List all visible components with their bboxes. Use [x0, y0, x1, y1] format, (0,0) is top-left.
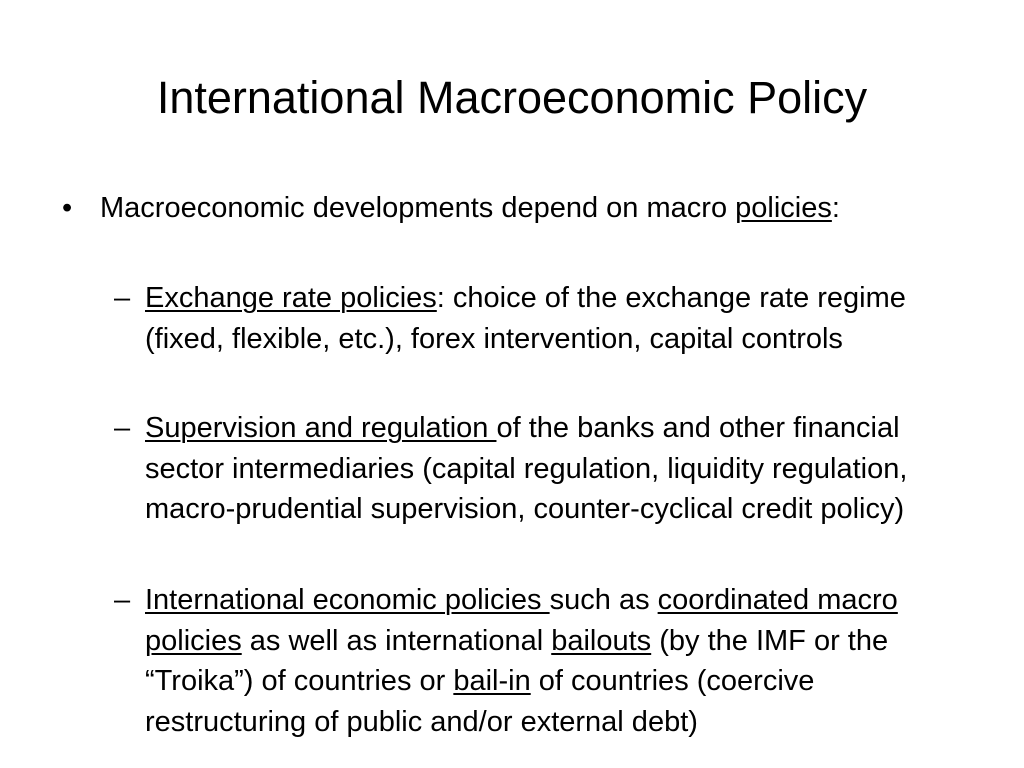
international-text-3: (by the IMF or the “Troika”) of countries or: [145, 624, 889, 697]
international-text-1: such as: [549, 584, 658, 616]
exchange-rate-description: : choice of the exchange rate regime (fixed, flexible, etc.), forex intervention, capital controls: [145, 282, 906, 355]
sub-bullet-text: [145, 580, 957, 742]
coordinated-macro-policies-underlined: coordinated macro policies: [145, 584, 898, 657]
bailouts-underlined: bailouts: [551, 624, 652, 657]
bullet-main-text-colon: :: [831, 192, 840, 224]
policies-underlined: policies: [735, 192, 832, 224]
sub-bullet-marker: –: [114, 282, 131, 314]
bullet-main-text: [100, 188, 920, 228]
bullet-marker: •: [62, 192, 73, 224]
slide-title: International Macroeconomic Policy: [156, 72, 868, 123]
supervision-description: of the banks and other financial sector intermediaries (capital regulation, liquidity regulation, macro-prudential supervision, counter-cyclical credit policy): [145, 412, 908, 525]
bail-in-underlined: bail-in: [453, 665, 531, 697]
sub-bullet-text: [145, 408, 957, 530]
sub-bullet-marker: –: [114, 584, 131, 616]
supervision-regulation-underlined: Supervision and regulation: [145, 412, 497, 444]
international-policies-underlined: International economic policies: [145, 584, 550, 616]
exchange-rate-policies-underlined: Exchange rate policies: [145, 282, 437, 314]
international-text-2: as well as international: [241, 624, 552, 657]
bullet-main-text-lead: Macroeconomic developments depend on macro: [100, 192, 736, 224]
international-text-4: of countries (coercive restructuring of public and/or external debt): [145, 665, 815, 738]
sub-bullet-text: [145, 278, 957, 359]
sub-bullet-marker: –: [114, 412, 131, 444]
